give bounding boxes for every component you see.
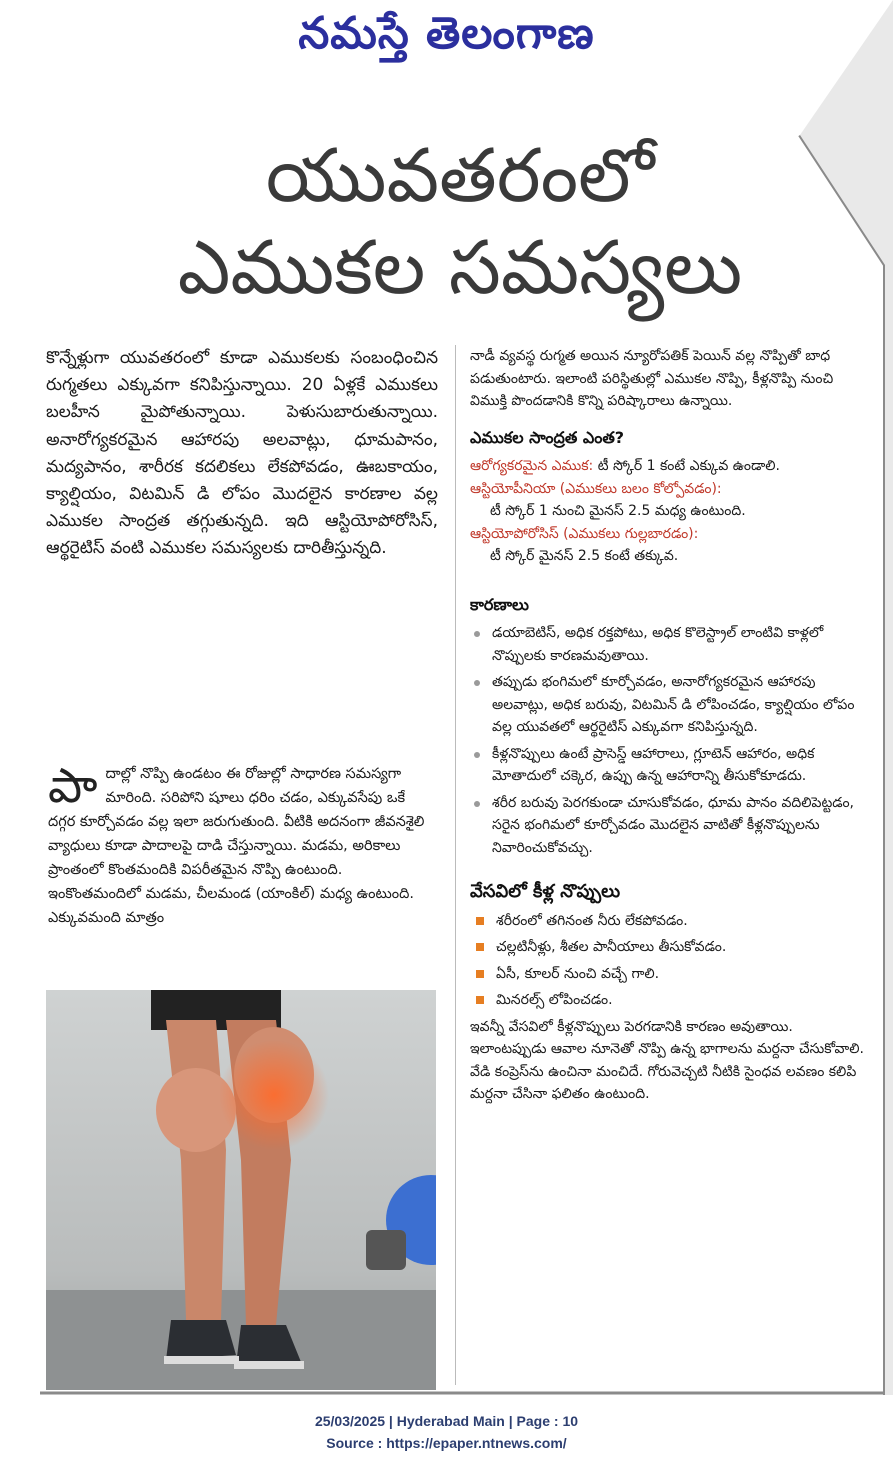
knee-pain-photo	[46, 990, 436, 1390]
summer-heading: వేసవిలో కీళ్ల నొప్పులు	[470, 881, 621, 902]
headline	[110, 130, 810, 314]
list-item: మినరల్స్ లోపించడం.	[470, 989, 870, 1012]
list-item: శరీరంలో తగినంత నీరు లేకపోవడం.	[470, 910, 870, 933]
density-text: టీ స్కోర్ 1 నుంచి మైనస్ 2.5 మధ్య ఉంటుంది.	[490, 503, 746, 519]
density-text: టీ స్కోర్ 1 కంటే ఎక్కువ ఉండాలి.	[597, 458, 780, 474]
masthead-title: నమస్తే తెలంగాణ	[298, 8, 595, 59]
right-column	[470, 345, 870, 1106]
list-item: తప్పుడు భంగిమలో కూర్చోవడం, అనారోగ్యకరమైన ఆహారపు అలవాట్లు, అధిక బరువు, విటమిన్ డి లోపించడం, క్యాల్షియం లోపం వల్ల యువతలో ఆర్థరైటిస్ ఎక్కువగా కనిపిస్తున్నది.	[470, 671, 870, 739]
intro-paragraph: కొన్నేళ్లుగా యువతరంలో కూడా ఎముకలకు సంబంధించిన రుగ్మతలు ఎక్కువగా కనిపిస్తున్నాయి. 20 ఏళ్లకే ఎముకలు బలహీన మైపోతున్నాయి. పెళుసుబారుతున్నాయి. అనారోగ్యకరమైన ఆహారపు అలవాట్లు, ధూమపానం, మద్యపానం, శారీరక కదలికలు లేకపోవడం, ఊబకాయం, క్యాల్షియం, విటమిన్ డి లోపం మొదలైన కారణాల వల్ల ఎముకల సాంద్రత తగ్గుతున్నది. ఇది ఆస్టియోపోరోసిస్, ఆర్థరైటిస్ వంటి ఎముకల సమస్యలకు దారితీస్తున్నది.	[46, 348, 438, 559]
continued-paragraph: నాడీ వ్యవస్థ రుగ్మత అయిన న్యూరోపతిక్ పెయిన్ వల్ల నొప్పితో బాధ పడుతుంటారు. ఇలాంటి పరిస్థితుల్లో ఎముకల నొప్పి, కీళ్లనొప్పి నుంచి విముక్తి పొందడానికి కొన్ని పరిష్కారాలు ఉన్నాయి.	[470, 348, 834, 409]
density-label: ఆస్టియోపోరోసిస్ (ఎముకలు గుల్లబారడం):	[470, 525, 699, 542]
density-label: ఆస్టియోపీనియా (ఎముకలు బలం కోల్పోవడం):	[470, 480, 722, 497]
summer-list	[470, 910, 870, 1012]
footer-date-line: 25/03/2025 | Hyderabad Main | Page : 10	[314, 1413, 579, 1429]
density-heading: ఎముకల సాంద్రత ఎంత?	[470, 427, 625, 447]
list-item: చల్లటినీళ్లు, శీతల పానీయాలు తీసుకోవడం.	[470, 936, 870, 959]
causes-heading: కారణాలు	[470, 594, 529, 614]
list-item: డయాబెటిస్, అధిక రక్తపోటు, అధిక కొలెస్ట్రాల్ లాంటివి కాళ్లలో నొప్పులకు కారణమవుతాయి.	[470, 622, 870, 667]
density-text: టీ స్కోర్ మైనస్ 2.5 కంటే తక్కువ.	[490, 548, 679, 564]
list-item: ఏసీ, కూలర్ నుంచి వచ్చే గాలి.	[470, 963, 870, 986]
drop-cap: పా	[48, 758, 98, 814]
feet-paragraph: దాల్లో నొప్పి ఉండటం ఈ రోజుల్లో సాధారణ సమస్యగా మారింది. సరిపోని షూలు ధరిం చడం, ఎక్కువసేపు ఒకే దగ్గర కూర్చోవడం వల్ల ఇలా జరుగుతుంది. వీటికి అదనంగా జీవనశైలి వ్యాధులు కూడా పాదాలపై దాడి చేస్తున్నాయి. మడమ, అరికాలు ప్రాంతంలో కొంతమందికి విపరీతమైన నొప్పి ఉంటుంది. ఇంకొంతమందిలో మడమ, చీలమండ (యాంకిల్) మధ్య ఉంటుంది. ఎక్కువమంది మాత్రం	[48, 766, 425, 926]
knee-photo-illustration	[46, 990, 436, 1390]
intro-paragraph-block	[46, 345, 438, 563]
density-item	[470, 523, 870, 568]
masthead	[0, 8, 893, 70]
headline-line-2: ఎముకల సమస్యలు	[177, 225, 743, 311]
closing-paragraph: ఇవన్నీ వేసవిలో కీళ్లనొప్పులు పెరగడానికి కారణం అవుతాయి. ఇలాంటప్పుడు ఆవాల నూనెతో నొప్పి ఉన్న భాగాలను మర్దనా చేసుకోవాలి. వేడి కంప్రెస్‌ను ఉంచినా మంచిదే. గోరువెచ్చటి నీటికి సైంధవ లవణం కలిపి మర్దనా చేసినా ఫలితం ఉంటుంది.	[470, 1018, 864, 1102]
density-label: ఆరోగ్యకరమైన ఎముక:	[470, 458, 594, 474]
page-footer	[0, 1410, 893, 1454]
headline-line-1: యువతరంలో	[265, 133, 655, 219]
column-divider	[455, 345, 456, 1385]
density-item	[470, 455, 870, 478]
list-item: కీళ్లనొప్పులు ఉంటే ప్రాసెస్డ్ ఆహారాలు, గ్లూటెన్ ఆహారం, అధిక మోతాదులో చక్కెర, ఉప్పు ఉన్న ఆహారాన్ని తీసుకోకూడదు.	[470, 743, 870, 788]
list-item: శరీర బరువు పెరగకుండా చూసుకోవడం, ధూమ పానం వదిలిపెట్టడం, సరైన భంగిమలో కూర్చోవడం మొదలైన వాటితో కీళ్లనొప్పులను నివారించుకోవచ్చు.	[470, 792, 870, 860]
causes-list	[470, 622, 870, 859]
footer-source-line: Source : https://epaper.ntnews.com/	[326, 1435, 567, 1451]
feet-paragraph-block	[48, 758, 436, 930]
density-item	[470, 478, 870, 523]
